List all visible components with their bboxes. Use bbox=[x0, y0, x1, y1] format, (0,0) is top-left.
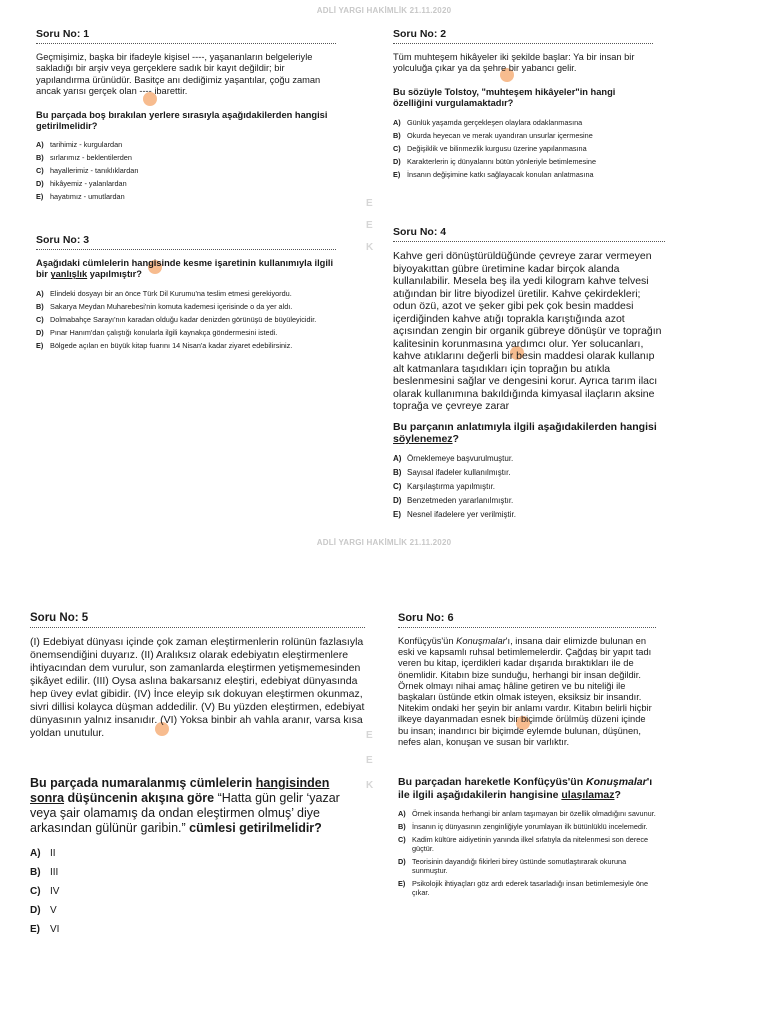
option-key: E) bbox=[393, 509, 401, 519]
exam-header-top: ADLİ YARGI HAKİMLİK 21.11.2020 bbox=[316, 6, 452, 15]
option-key: A) bbox=[398, 809, 406, 819]
question-prompt: Bu parçanın anlatımıyla ilgili aşağıdakilerden hangisi söylenemez? bbox=[393, 420, 657, 445]
answer-option[interactable] bbox=[36, 179, 336, 188]
option-text: III bbox=[50, 867, 59, 878]
option-text: İnsanın değişimine katkı sağlayacak konuları anlatmasına bbox=[407, 169, 594, 179]
option-text: Teorisinin dayandığı fikirleri birey üstünde somutlaştırarak okuruna sunmuştur. bbox=[412, 857, 627, 876]
option-text: Sayısal ifadeler kullanılmıştır. bbox=[407, 467, 511, 477]
watermark-letter: E bbox=[366, 198, 373, 209]
option-key: E) bbox=[36, 192, 44, 202]
watermark-letter: E bbox=[366, 220, 373, 231]
answer-option[interactable] bbox=[36, 192, 336, 201]
watermark-letter: E bbox=[366, 755, 373, 766]
answer-option[interactable] bbox=[393, 468, 665, 478]
option-key: B) bbox=[36, 153, 44, 163]
option-key: A) bbox=[393, 117, 401, 127]
answer-options bbox=[393, 454, 665, 520]
question-title: Soru No: 6 bbox=[398, 612, 656, 628]
answer-option[interactable] bbox=[398, 879, 656, 897]
option-key: D) bbox=[393, 156, 401, 166]
answer-options bbox=[398, 809, 656, 897]
question-4 bbox=[393, 226, 665, 524]
question-5 bbox=[30, 612, 365, 943]
option-key: C) bbox=[30, 886, 41, 897]
watermark-letter: K bbox=[366, 242, 374, 253]
answer-option[interactable] bbox=[393, 157, 653, 166]
option-key: A) bbox=[36, 288, 44, 298]
option-key: E) bbox=[36, 340, 44, 350]
question-prompt: Bu sözüyle Tolstoy, "muhteşem hikâyeler"in hangi özelliğini vurgulamaktadır? bbox=[393, 86, 616, 109]
exam-header-middle: ADLİ YARGI HAKİMLİK 21.11.2020 bbox=[316, 538, 452, 547]
answer-option[interactable] bbox=[36, 166, 336, 175]
option-key: D) bbox=[30, 905, 41, 916]
option-text: Örnek insanda herhangi bir anlam taşımayan bir özellik olmadığını savunur. bbox=[412, 809, 656, 819]
question-prompt: Bu parçada numaralanmış cümlelerin hangisinden sonra düşüncenin akışına göre “Hatta gün gelir ‘yazar veya şair olamamış da ondan eleştirmen olmuş’ diye arkasından gülünür garibin.” cümlesi getirilmelidir? bbox=[30, 776, 340, 835]
answer-options bbox=[36, 140, 336, 201]
option-text: hayatımız - umutlardan bbox=[50, 192, 125, 202]
answer-option[interactable] bbox=[30, 867, 365, 879]
watermark-letter: K bbox=[366, 780, 374, 791]
option-text: VI bbox=[50, 924, 60, 935]
question-title: Soru No: 4 bbox=[393, 226, 665, 242]
emphasis-underline: ulaşılamaz bbox=[561, 788, 615, 801]
option-text: hayallerimiz - tanıklıklardan bbox=[50, 166, 139, 176]
option-key: B) bbox=[30, 867, 41, 878]
answer-option[interactable] bbox=[398, 835, 656, 853]
option-key: B) bbox=[393, 467, 402, 477]
question-stem: Konfüçyüs'ün Konuşmalar'ı, insana dair elimizde bulunan en eski ve kapsamlı ruhsal betimlemelerdir. Çağdaş bir yapıt tadı veren bu kitap, içerdikleri kadar dışarıda bıraktıkları ile de önemlidir. Kitabın bize sunduğu, herhangi bir insan değildir. Örnek olmayı nihai amaç hâline getiren ve bu niteliği ile başkaları üstünde etkin olmak isteyen, eksiksiz bir insandır. Nitekim ondaki her şeyin bir anlamı vardır. Kitabın belirli hiçbir ilkeye dayanmadan esnek bir biçimde örülmüş düzeni içinde bu insan; inandırıcı bir biçimde eylemde bulunan, düşünen, nefes alan, konuşan ve susan bir varlıktır. bbox=[398, 636, 652, 747]
option-text: IV bbox=[50, 886, 60, 897]
question-title: Soru No: 2 bbox=[393, 28, 653, 44]
option-text: Nesnel ifadelere yer verilmiştir. bbox=[407, 509, 516, 519]
option-text: Bölgede açılan en büyük kitap fuarını 14 Nisan'a kadar ziyaret edebilirsiniz. bbox=[50, 340, 293, 350]
option-key: C) bbox=[36, 314, 44, 324]
option-text: II bbox=[50, 848, 56, 859]
question-stem: Geçmişimiz, başka bir ifadeyle kişisel ----, yaşananların belgeleriyle sakladığı bir arşiv veya gerçeklere sadık bir kayıt değildir; bir yapılandırma ürünüdür. Basitçe anı dediğimiz yaşantılar, çoğu zaman ancak yarısı gerçek olan ---- ibarettir. bbox=[36, 52, 321, 97]
question-stem: (I) Edebiyat dünyası içinde çok zaman eleştirmenlerin rolünün fazlasıyla önemsendiğini duyarız. (II) Aralıksız olarak edebiyatın eleştirmenlere ihtiyacından dem vurulur, son zamanlarda eleştirmen yetişmemesinden şikâyet edilir. (III) Oysa aslına bakarsanız eleştiri, edebiyat dünyasında hep üvey evlat gibidir. (IV) İnce eleyip sık dokuyan eleştirmen okunmaz, sivri dillisi kolayca düşman addedilir. (V) Bu yüzden eleştirmen, edebiyat dünyasının yalnız insanıdır. (VI) Yoksa binbir ah vahla aranır, varsa kısa yoldan unutulur. bbox=[30, 636, 365, 739]
option-text: tarihimiz - kurgulardan bbox=[50, 140, 123, 150]
answer-option[interactable] bbox=[36, 341, 336, 350]
answer-options bbox=[36, 289, 336, 350]
answer-options bbox=[393, 118, 653, 179]
watermark-letter: E bbox=[366, 730, 373, 741]
option-key: C) bbox=[393, 481, 402, 491]
question-1 bbox=[36, 28, 336, 205]
question-prompt: Aşağıdaki cümlelerin hangisinde kesme işaretinin kullanımıyla ilgili bir yanlışlık yapılmıştır? bbox=[36, 258, 334, 280]
quoted-sentence: “Hatta gün gelir ‘yazar veya şair olamamış da ondan eleştirmen olmuş’ diye arkasından gülünür garibin.” bbox=[30, 791, 340, 835]
question-title: Soru No: 3 bbox=[36, 234, 336, 250]
answer-option[interactable] bbox=[393, 131, 653, 140]
option-text: Karakterlerin iç dünyalarını bütün yönleriyle betimlemesine bbox=[407, 156, 597, 166]
question-prompt: Bu parçada boş bırakılan yerlere sırasıyla aşağıdakilerden hangisi getirilmelidir? bbox=[36, 109, 328, 132]
answer-option[interactable] bbox=[30, 924, 365, 936]
option-key: E) bbox=[30, 924, 40, 935]
book-title-italic: Konuşmalar bbox=[456, 636, 506, 646]
option-key: D) bbox=[36, 327, 44, 337]
option-text: Karşılaştırma yapılmıştır. bbox=[407, 481, 496, 491]
option-key: A) bbox=[30, 848, 41, 859]
answer-option[interactable] bbox=[393, 510, 665, 520]
option-text: hikâyemiz - yalanlardan bbox=[50, 179, 127, 189]
option-key: B) bbox=[398, 822, 406, 832]
option-key: C) bbox=[393, 143, 401, 153]
option-text: Kadim kültüre aidiyetinin yanında ilkel sıfatıyla da nitelenmesi son derece güçtür. bbox=[412, 835, 649, 854]
option-text: V bbox=[50, 905, 57, 916]
question-3 bbox=[36, 234, 336, 354]
answer-option[interactable] bbox=[393, 170, 653, 179]
answer-option[interactable] bbox=[393, 496, 665, 506]
answer-options bbox=[30, 848, 365, 936]
answer-option[interactable] bbox=[30, 848, 365, 860]
question-title: Soru No: 5 bbox=[30, 612, 365, 628]
option-text: Benzetmeden yararlanılmıştır. bbox=[407, 495, 514, 505]
option-text: Dolmabahçe Sarayı'nın karadan olduğu kadar denizden görünüşü de büyüleyicidir. bbox=[50, 314, 317, 324]
answer-option[interactable] bbox=[36, 315, 336, 324]
option-text: Okurda heyecan ve merak uyandıran unsurlar içermesine bbox=[407, 130, 593, 140]
book-title-italic: Konuşmalar bbox=[586, 776, 647, 789]
question-stem: Tüm muhteşem hikâyeler iki şekilde başlar: Ya bir insan bir yolculuğa çıkar ya da şehre bir yabancı gelir. bbox=[393, 52, 635, 74]
answer-option[interactable] bbox=[36, 140, 336, 149]
answer-option[interactable] bbox=[393, 454, 665, 464]
emphasis-underline: yanlışlık bbox=[50, 269, 88, 280]
answer-option[interactable] bbox=[36, 289, 336, 298]
answer-option[interactable] bbox=[30, 905, 365, 917]
option-text: Elindeki dosyayı bir an önce Türk Dil Kurumu'na teslim etmesi gerekiyordu. bbox=[50, 288, 292, 298]
option-key: B) bbox=[36, 301, 44, 311]
answer-option[interactable] bbox=[36, 153, 336, 162]
option-key: A) bbox=[393, 453, 402, 463]
option-key: D) bbox=[36, 179, 44, 189]
option-text: Psikolojik ihtiyaçları göz ardı ederek tasarladığı insan betimlemesiyle öne çıkar. bbox=[412, 879, 649, 898]
question-2 bbox=[393, 28, 653, 183]
option-key: D) bbox=[398, 857, 406, 867]
option-key: C) bbox=[398, 835, 406, 845]
option-key: E) bbox=[393, 169, 401, 179]
option-text: Değişiklik ve bilinmezlik kurgusu üzerine yapılanmasına bbox=[407, 143, 587, 153]
answer-option[interactable] bbox=[393, 482, 665, 492]
question-6 bbox=[398, 612, 656, 901]
answer-option[interactable] bbox=[36, 302, 336, 311]
emphasis-underline: söylenemez bbox=[393, 433, 453, 445]
answer-option[interactable] bbox=[393, 144, 653, 153]
option-key: E) bbox=[398, 879, 406, 889]
answer-option[interactable] bbox=[393, 118, 653, 127]
question-title: Soru No: 1 bbox=[36, 28, 336, 44]
option-text: Günlük yaşamda gerçekleşen olaylara odaklanmasına bbox=[407, 117, 583, 127]
option-text: Pınar Hanım'dan çalıştığı konularla ilgili kaynakça göndermesini istedi. bbox=[50, 327, 278, 337]
question-stem: Kahve geri dönüştürüldüğünde çevreye zarar vermeyen biyoyakıttan gübre üretimine kadar birçok alanda kullanılabilir. Mesela beş ila yedi kilogram kahve telvesi atığından bir litre biyodizel üretilir. Kahve çekirdekleri; odun özü, azot ve şeker gibi pek çok besin maddesi içerdiğinden kahve atığı toprakla karıştığında azot açısından zengin bir organik gübreye dönüşür ve toprağın kalitesinin korunmasına yardımcı olur. Yer solucanları, kahve atıklarını değerli bir besin maddesi olarak kullanıp alt katmanlara taşıdıkları için toprağın bu atıkla beslenmesini sağlar ve dengesini korur. Ayrıca tarım ilacı olarak kullanımına bakıldığında kimyasal ilaçların aksine toprağa ve çevreye zarar bbox=[393, 250, 662, 412]
answer-option[interactable] bbox=[398, 809, 656, 818]
answer-option[interactable] bbox=[398, 857, 656, 875]
option-text: Örneklemeye başvurulmuştur. bbox=[407, 453, 514, 463]
answer-option[interactable] bbox=[30, 886, 365, 898]
option-text: sırlarımız - beklentilerden bbox=[50, 153, 132, 163]
answer-option[interactable] bbox=[36, 328, 336, 337]
option-text: Sakarya Meydan Muharebesi'nin komuta kademesi içerisinde o da yer aldı. bbox=[50, 301, 293, 311]
answer-option[interactable] bbox=[398, 822, 656, 831]
option-key: B) bbox=[393, 130, 401, 140]
option-key: D) bbox=[393, 495, 402, 505]
question-prompt: Bu parçadan hareketle Konfüçyüs'ün Konuşmalar'ı ile ilgili aşağıdakilerin hangisine ulaşılamaz? bbox=[398, 776, 653, 801]
option-key: A) bbox=[36, 140, 44, 150]
option-text: İnsanın iç dünyasının zenginliğiyle yorumlayan ilk bütünlüklü incelemedir. bbox=[412, 822, 648, 832]
emphasis-underline: hangisinden sonra bbox=[30, 776, 330, 805]
option-key: C) bbox=[36, 166, 44, 176]
